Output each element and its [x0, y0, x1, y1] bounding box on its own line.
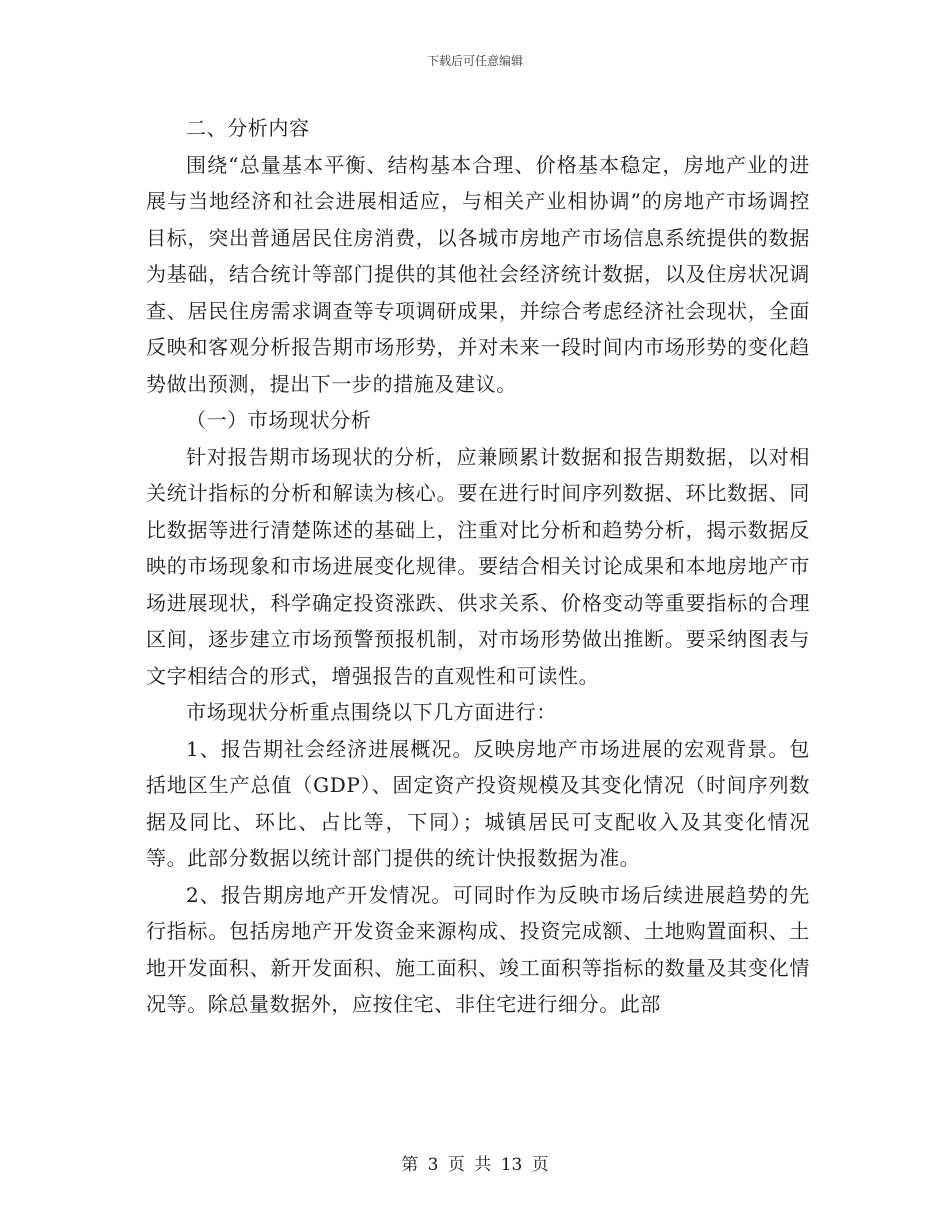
page-number-footer: 第 3 页 共 13 页	[401, 1155, 549, 1175]
document-body	[146, 110, 810, 1023]
page-header-note: 下载后可任意编辑	[426, 54, 523, 68]
subsection-heading-market-status: （一）市场现状分析	[186, 408, 372, 432]
paragraph-item-1-economic-overview: 1、报告期社会经济进展概况。反映房地产市场进展的宏观背景。包括地区生产总值（GDP）、固定资产投资规模及其变化情况（时间序列数据及同比、环比、占比等，下同）；城镇居民可支配收入及其变化情况等。此部分数据以统计部门提供的统计快报数据为准。	[146, 736, 810, 870]
paragraph-market-status-focus: 市场现状分析重点围绕以下几方面进行：	[186, 700, 557, 724]
section-heading-analysis-content: 二、分析内容	[186, 116, 310, 140]
paragraph-analysis-goals: 围绕“总量基本平衡、结构基本合理、价格基本稳定，房地产业的进展与当地经济和社会进展相适应，与相关产业相协调”的房地产市场调控目标，突出普通居民住房消费，以各城市房地产市场信息系统提供的数据为基础，结合统计等部门提供的其他社会经济统计数据，以及住房状况调查、居民住房需求调查等专项调研成果，并综合考虑经济社会现状，全面反映和客观分析报告期市场形势，并对未来一段时间内市场形势的变化趋势做出预测，提出下一步的措施及建议。	[146, 152, 810, 396]
paragraph-market-status-method: 针对报告期市场现状的分析，应兼顾累计数据和报告期数据，以对相关统计指标的分析和解读为核心。要在进行时间序列数据、环比数据、同比数据等进行清楚陈述的基础上，注重对比分析和趋势分析，揭示数据反映的市场现象和市场进展变化规律。要结合相关讨论成果和本地房地产市场进展现状，科学确定投资涨跌、供求关系、价格变动等重要指标的合理区间，逐步建立市场预警预报机制，对市场形势做出推断。要采纳图表与文字相结合的形式，增强报告的直观性和可读性。	[146, 444, 810, 688]
paragraph-item-2-development: 2、报告期房地产开发情况。可同时作为反映市场后续进展趋势的先行指标。包括房地产开发资金来源构成、投资完成额、土地购置面积、土地开发面积、新开发面积、施工面积、竣工面积等指标的数量及其变化情况等。除总量数据外，应按住宅、非住宅进行细分。此部	[146, 882, 810, 1016]
